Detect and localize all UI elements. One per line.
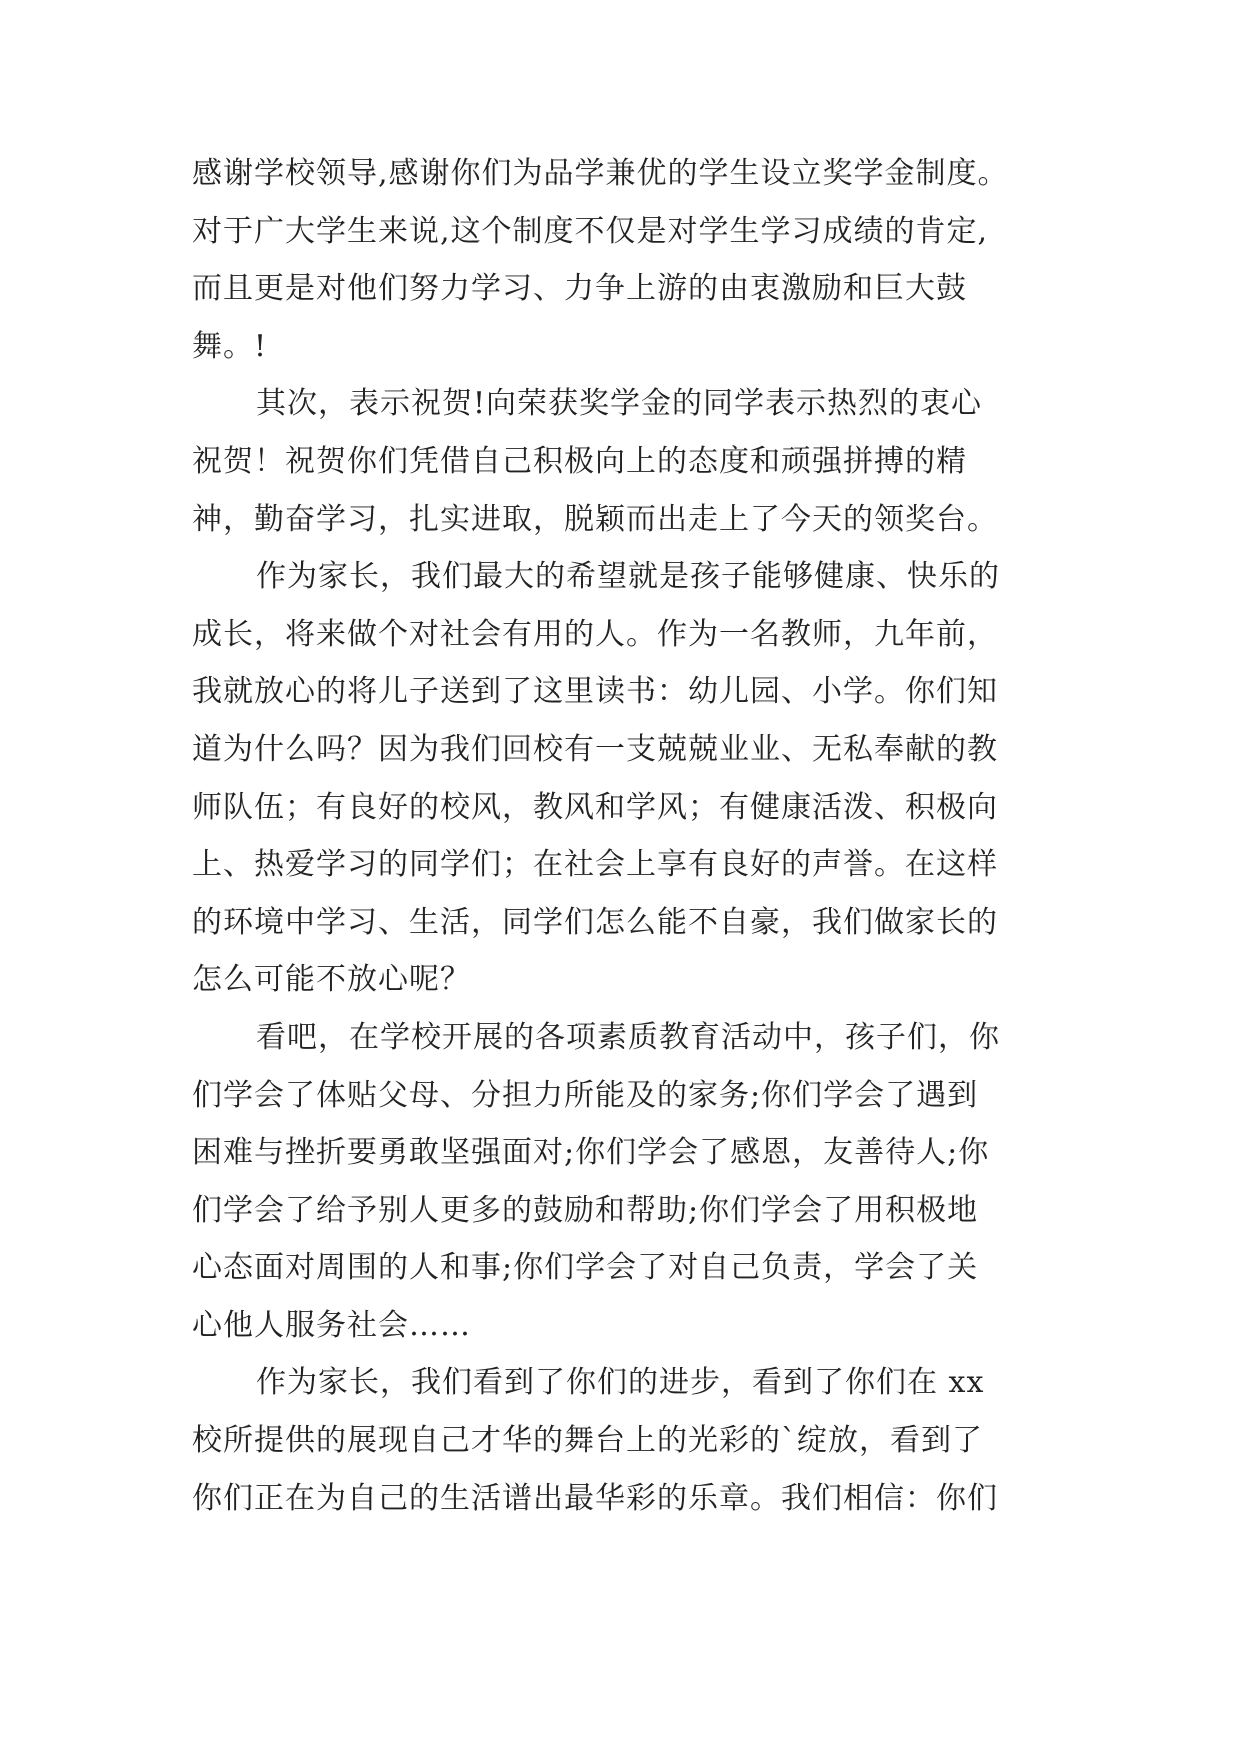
paragraph-2 — [192, 375, 1092, 548]
text-line: 其次，表示祝贺!向荣获奖学金的同学表示热烈的衷心 — [256, 386, 983, 422]
paragraph-1 — [192, 145, 1092, 375]
paragraph-4 — [192, 1009, 1092, 1355]
text-line: 你们正在为自己的生活谱出最华彩的乐章。我们相信：你们 — [192, 1480, 998, 1516]
text-line: 看吧，在学校开展的各项素质教育活动中，孩子们，你 — [256, 1019, 1000, 1055]
text-line: 们学会了给予别人更多的鼓励和帮助;你们学会了用积极地 — [192, 1192, 979, 1228]
text-line: 神，勤奋学习，扎实进取，脱颖而出走上了今天的领奖台。 — [192, 501, 998, 537]
text-line: 感谢学校领导,感谢你们为品学兼优的学生设立奖学金制度。 — [192, 156, 1009, 191]
text-line: 困难与挫折要勇敢坚强面对;你们学会了感恩，友善待人;你 — [192, 1135, 990, 1171]
text-line: 祝贺！祝贺你们凭借自己积极向上的态度和顽强拼搏的精 — [192, 443, 967, 479]
text-line: 的环境中学习、生活，同学们怎么能不自豪，我们做家长的 — [192, 904, 998, 940]
text-line: 们学会了体贴父母、分担力所能及的家务;你们学会了遇到 — [192, 1077, 979, 1113]
paragraph-5 — [192, 1354, 1092, 1527]
text-line: 舞。! — [192, 328, 268, 364]
text-line: 怎么可能不放心呢？ — [192, 962, 471, 998]
text-line: 心态面对周围的人和事;你们学会了对自己负责，学会了关 — [192, 1250, 979, 1286]
paragraph-3 — [192, 548, 1092, 1009]
text-line: 上、热爱学习的同学们；在社会上享有良好的声誉。在这样 — [192, 847, 998, 883]
text-line: 作为家长，我们最大的希望就是孩子能够健康、快乐的 — [256, 559, 1000, 595]
text-line: 而且更是对他们努力学习、力争上游的由衷激励和巨大鼓 — [192, 271, 967, 307]
text-line: 我就放心的将儿子送到了这里读书：幼儿园、小学。你们知 — [192, 674, 998, 710]
text-line: 道为什么吗？因为我们回校有一支兢兢业业、无私奉献的教 — [192, 731, 998, 767]
text-line: 校所提供的展现自己才华的舞台上的光彩的`绽放，看到了 — [192, 1423, 983, 1459]
document-body — [192, 145, 1092, 1527]
text-line: 作为家长，我们看到了你们的进步，看到了你们在 xx — [256, 1365, 985, 1401]
text-line: 成长，将来做个对社会有用的人。作为一名教师，九年前， — [192, 616, 998, 652]
text-line: 心他人服务社会…… — [192, 1307, 471, 1343]
text-line: 对于广大学生来说,这个制度不仅是对学生学习成绩的肯定, — [192, 213, 989, 249]
text-line: 师队伍；有良好的校风，教风和学风；有健康活泼、积极向 — [192, 789, 998, 825]
